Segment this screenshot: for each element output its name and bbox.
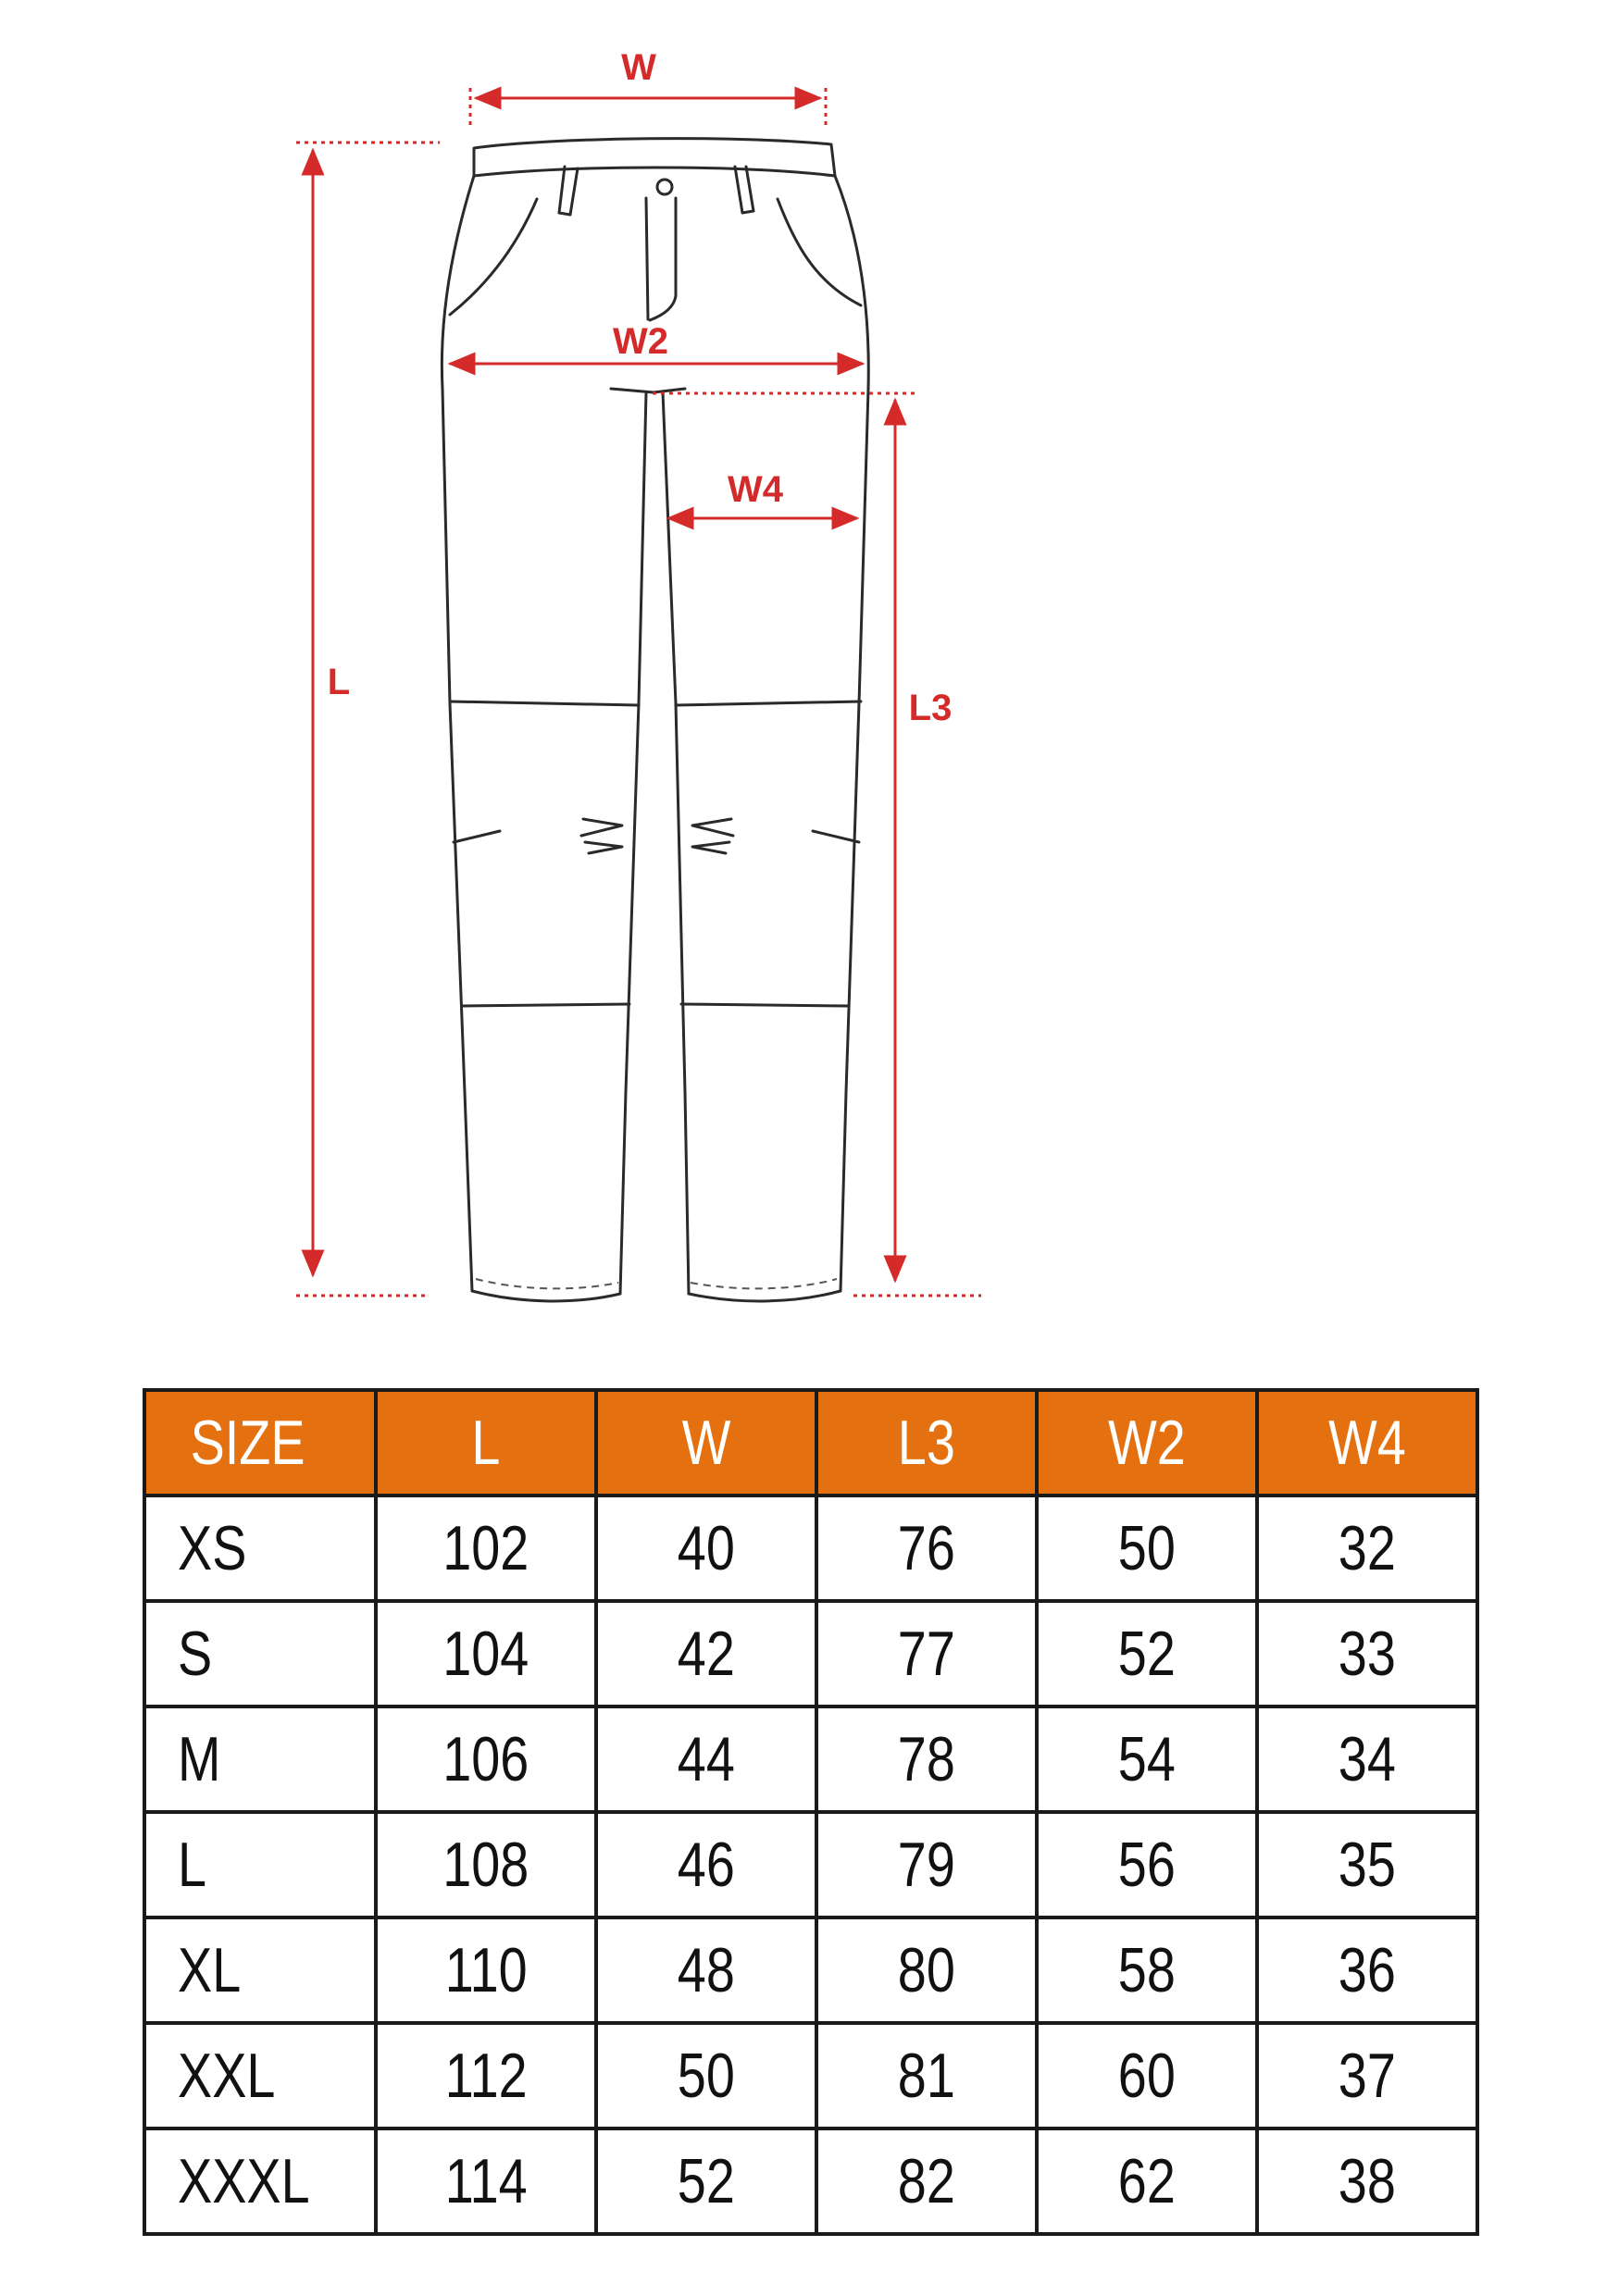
label-w2: W2 — [613, 321, 668, 362]
cell-value: 33 — [1338, 1619, 1397, 1689]
measurement-cell — [376, 1496, 596, 1601]
size-cell — [144, 1706, 376, 1812]
label-w: W — [621, 47, 656, 88]
cell-value: 58 — [1117, 1935, 1177, 2005]
cell-value: 62 — [1117, 2146, 1177, 2216]
cell-value: 52 — [1117, 1619, 1177, 1689]
cell-value: 77 — [897, 1619, 956, 1689]
measurement-cell — [1257, 1812, 1477, 1917]
cell-value: 82 — [897, 2146, 956, 2216]
measurement-cell — [816, 1917, 1037, 2023]
measurement-cell — [376, 1706, 596, 1812]
cell-value: L — [178, 1830, 207, 1900]
cell-value: 106 — [442, 1724, 529, 1794]
cell-value: 50 — [1117, 1513, 1177, 1583]
cell-value: XL — [178, 1935, 242, 2005]
table-body — [144, 1496, 1477, 2234]
cell-value: 79 — [897, 1830, 956, 1900]
label-l3: L3 — [908, 688, 953, 728]
header-cell-w — [596, 1390, 816, 1496]
cell-value: 42 — [677, 1619, 736, 1689]
size-cell — [144, 2023, 376, 2128]
table-row — [144, 1601, 1477, 1706]
cell-value: 60 — [1117, 2041, 1177, 2111]
measurement-cell — [1257, 2023, 1477, 2128]
cell-value: 54 — [1117, 1724, 1177, 1794]
cell-value: XXL — [178, 2041, 276, 2111]
cell-value: 112 — [444, 2041, 528, 2111]
cell-value: 52 — [677, 2146, 736, 2216]
measurement-cell — [1257, 1706, 1477, 1812]
measurement-cell — [1037, 2023, 1257, 2128]
cell-value: 48 — [677, 1935, 736, 2005]
cell-value: 102 — [442, 1513, 529, 1583]
cell-value: 76 — [897, 1513, 956, 1583]
measurement-cell — [1037, 1917, 1257, 2023]
header-cell-w4 — [1257, 1390, 1477, 1496]
measurement-cell — [816, 1601, 1037, 1706]
measurement-cell — [816, 2128, 1037, 2234]
size-cell — [144, 1917, 376, 2023]
measurement-cell — [1257, 1917, 1477, 2023]
measurement-cell — [1257, 2128, 1477, 2234]
cell-value: 81 — [897, 2041, 956, 2111]
measurement-cell — [376, 1917, 596, 2023]
cell-value: 110 — [444, 1935, 528, 2005]
cell-value: 32 — [1338, 1513, 1397, 1583]
cell-value: 37 — [1338, 2041, 1397, 2111]
measurement-cell — [376, 1812, 596, 1917]
measurement-cell — [1037, 1496, 1257, 1601]
cell-value: 56 — [1117, 1830, 1177, 1900]
measurement-cell — [596, 1601, 816, 1706]
cell-value: 36 — [1338, 1935, 1397, 2005]
header-label: SIZE — [190, 1408, 305, 1478]
cell-value: S — [178, 1619, 213, 1689]
header-label: L — [471, 1408, 501, 1478]
header-label: W4 — [1328, 1408, 1406, 1478]
cell-value: 44 — [677, 1724, 736, 1794]
table-row — [144, 2128, 1477, 2234]
measurement-cell — [376, 2023, 596, 2128]
table-row — [144, 1812, 1477, 1917]
cell-value: 108 — [442, 1830, 529, 1900]
measurement-cell — [596, 2128, 816, 2234]
cell-value: 104 — [442, 1619, 529, 1689]
measurement-cell — [1037, 1706, 1257, 1812]
table-row — [144, 2023, 1477, 2128]
cell-value: M — [178, 1724, 221, 1794]
cell-value: 46 — [677, 1830, 736, 1900]
header-cell-w2 — [1037, 1390, 1257, 1496]
measurement-cell — [1257, 1496, 1477, 1601]
size-chart-table — [143, 1388, 1479, 2236]
trousers-outline — [442, 139, 868, 1301]
measurement-cell — [596, 2023, 816, 2128]
table-row — [144, 1917, 1477, 2023]
measurement-cell — [816, 1496, 1037, 1601]
size-cell — [144, 1496, 376, 1601]
cell-value: 80 — [897, 1935, 956, 2005]
measurement-cell — [816, 1706, 1037, 1812]
measurement-cell — [816, 2023, 1037, 2128]
cell-value: 40 — [677, 1513, 736, 1583]
table-row — [144, 1706, 1477, 1812]
header-label: W2 — [1108, 1408, 1186, 1478]
measurement-cell — [1037, 1812, 1257, 1917]
cell-value: 50 — [677, 2041, 736, 2111]
size-cell — [144, 1812, 376, 1917]
cell-value: 114 — [444, 2146, 528, 2216]
header-label: W — [681, 1408, 731, 1478]
measurement-cell — [1037, 1601, 1257, 1706]
measurement-cell — [596, 1496, 816, 1601]
label-w4: W4 — [728, 469, 783, 510]
cell-value: 38 — [1338, 2146, 1397, 2216]
label-l: L — [327, 662, 351, 702]
measurement-cell — [1037, 2128, 1257, 2234]
hem-stitching — [476, 1279, 837, 1288]
measurement-cell — [1257, 1601, 1477, 1706]
cell-value: 34 — [1338, 1724, 1397, 1794]
measurement-cell — [376, 1601, 596, 1706]
cell-value: XS — [178, 1513, 247, 1583]
measurement-cell — [376, 2128, 596, 2234]
size-cell — [144, 2128, 376, 2234]
measurement-cell — [596, 1812, 816, 1917]
table-header-row — [144, 1390, 1477, 1496]
header-cell-size — [144, 1390, 376, 1496]
measurement-cell — [596, 1917, 816, 2023]
cell-value: 35 — [1338, 1830, 1397, 1900]
header-cell-l3 — [816, 1390, 1037, 1496]
size-cell — [144, 1601, 376, 1706]
header-label: L3 — [897, 1408, 956, 1478]
measurement-cell — [816, 1812, 1037, 1917]
table-row — [144, 1496, 1477, 1601]
cell-value: XXXL — [178, 2146, 310, 2216]
header-cell-l — [376, 1390, 596, 1496]
measurement-cell — [596, 1706, 816, 1812]
cell-value: 78 — [897, 1724, 956, 1794]
